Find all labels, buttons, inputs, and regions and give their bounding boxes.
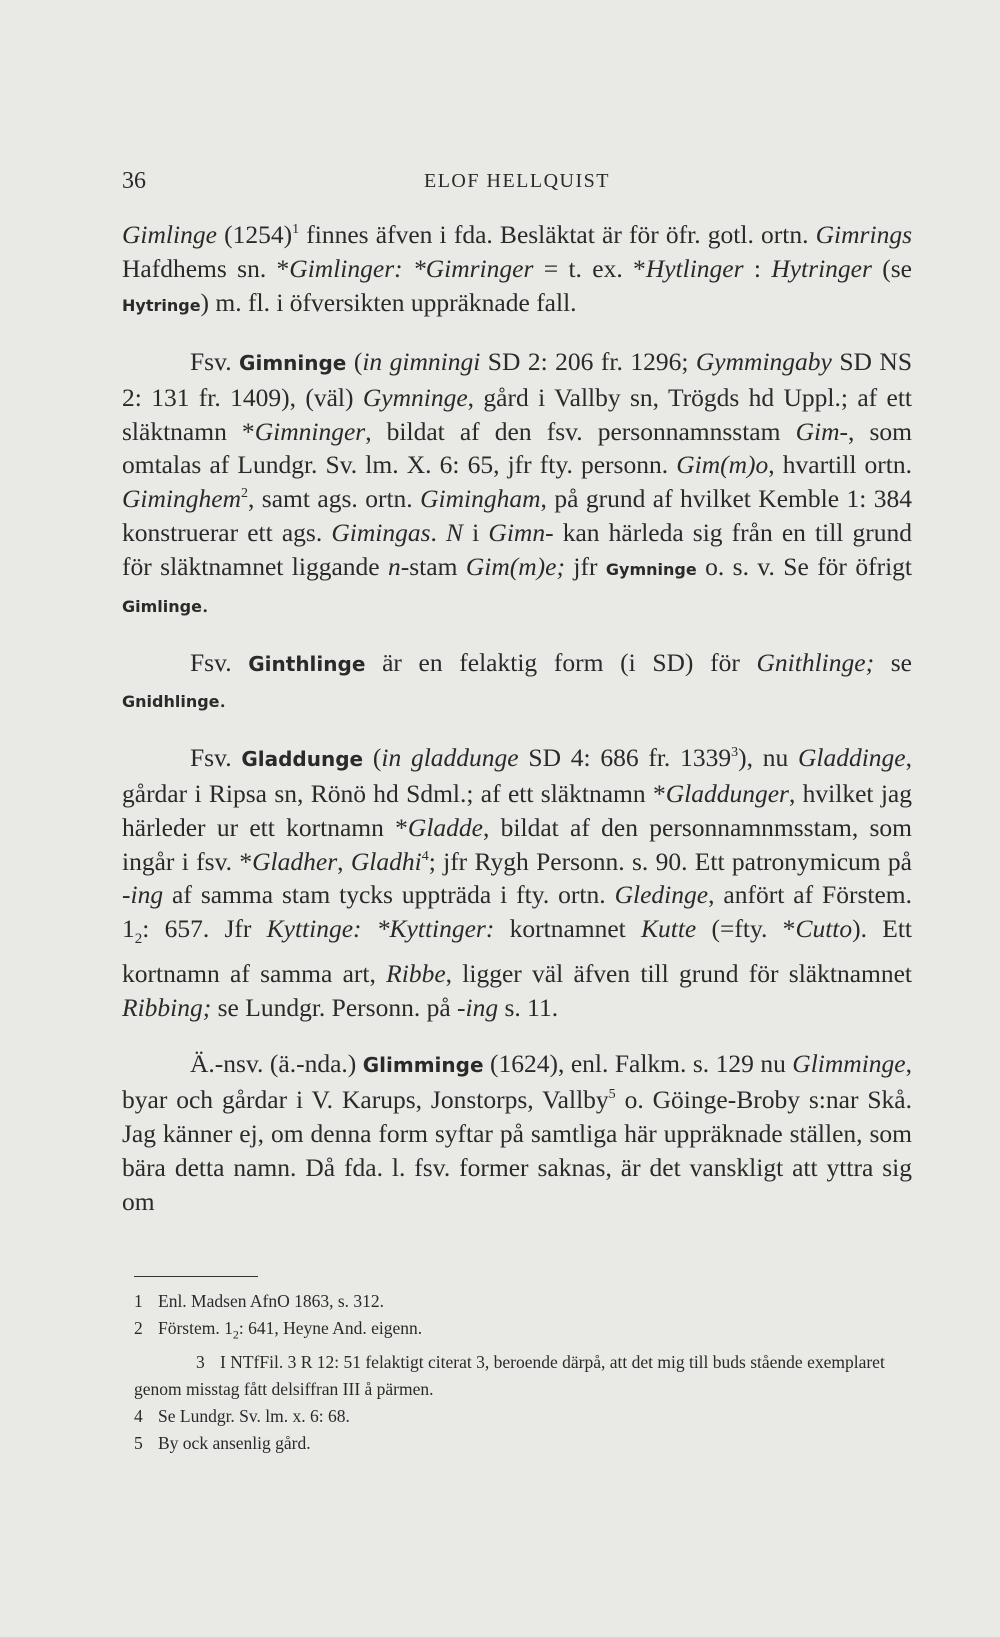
footnote-2 (134, 1315, 914, 1349)
text: jfr (564, 552, 606, 582)
entry-glimminge (122, 1047, 912, 1219)
footnote-number: 3 (196, 1351, 205, 1372)
term: Ribbing; (122, 993, 212, 1023)
text: , bildat af den personnamnmsstam, som ingår i fsv. * (122, 812, 912, 876)
text: , gård i Vallby sn, Trögds hd Uppl.; af ett släktnamn * (122, 382, 913, 446)
subscript: 2 (134, 931, 143, 948)
term: Gim(m)e; (465, 552, 565, 582)
footnote-number: 4 (134, 1405, 143, 1426)
subscript: 2 (232, 1327, 239, 1342)
entry-gladdunge (122, 741, 912, 1025)
term: Ribbe (386, 959, 446, 989)
text: , på grund af hvilket Kemble 1: 384 konstruerar ett ags. (122, 484, 912, 548)
term: N (446, 518, 464, 548)
term: Kutte (641, 914, 697, 944)
text: , (337, 846, 351, 876)
text: Fsv. (190, 647, 249, 677)
footnote-4 (134, 1403, 914, 1430)
text: (1624), enl. Falkm. s. 129 nu (483, 1049, 793, 1079)
footnote-5 (134, 1430, 914, 1457)
page-number: 36 (122, 168, 146, 194)
footnote-ref: 4 (421, 848, 429, 864)
text: , bildat af den fsv. personnamnsstam (365, 416, 796, 446)
text: finnes äfven i fda. Besläktat är för öfr. gotl. ortn. (299, 220, 816, 249)
paragraph-gimlinge (122, 218, 912, 323)
text: : (743, 253, 772, 283)
term: Gimrings (815, 220, 912, 249)
main-text (122, 218, 912, 1219)
text: ) m. fl. i öfversikten uppräknade fall. (200, 287, 577, 317)
text: Ä.-nsv. (ä.-nda.) (190, 1049, 363, 1079)
footnote-number: 5 (134, 1432, 143, 1453)
footnote-ref: 3 (731, 744, 739, 760)
page-header (122, 168, 912, 202)
cross-reference: Gymninge (605, 560, 697, 580)
text: s. 11. (498, 993, 559, 1023)
running-title: ELOF HELLQUIST (424, 170, 610, 192)
footnote-number: 1 (134, 1291, 143, 1311)
text: . (219, 683, 226, 713)
text: , byar och gårdar i V. Karups, Jonstorps, Vallby (122, 1049, 912, 1115)
text: , samt ags. ortn. (247, 484, 421, 514)
footnote-text: Förstem. 1 (158, 1318, 233, 1338)
term: Gimlinger: *Gimringer (289, 253, 534, 283)
text: kortnamnet (494, 914, 641, 944)
cross-reference: Gnidhlinge (122, 691, 220, 711)
text: SD NS 2: 131 fr. 1409), (väl) (122, 346, 912, 412)
text: o. s. v. Se för öfrigt (696, 552, 912, 582)
term: in gladdunge (381, 742, 519, 772)
term: Gladde (407, 812, 483, 842)
term: Gimn- (488, 518, 554, 548)
text: se (874, 647, 912, 677)
term: Gladhi (350, 846, 422, 876)
text: (se (871, 253, 912, 283)
text: , gårdar i Ripsa sn, Rönö hd Sdml.; af ett släktnamn * (122, 742, 912, 808)
text: se Lundgr. Personn. på (211, 993, 458, 1023)
term: Glimminge (792, 1049, 906, 1079)
footnote-3 (134, 1349, 914, 1403)
term: Kyttinge: *Kyttinger: (266, 914, 495, 944)
text: Fsv. (190, 346, 240, 376)
text: . (430, 518, 447, 548)
term: Gladdunger (665, 778, 789, 808)
text: . (201, 589, 209, 619)
cross-reference: Hytringe (122, 295, 201, 315)
text: SD 2: 206 fr. 1296; (480, 346, 696, 376)
term: -ing (122, 880, 164, 910)
text: Hafdhems sn. * (122, 253, 290, 283)
term: Gimninger (254, 416, 366, 446)
term: Hytringer (771, 253, 872, 283)
term: n (388, 552, 401, 582)
term: Gladdinge (797, 742, 906, 772)
footnote-number: 2 (134, 1318, 143, 1338)
text: kan härleda sig från en till grund för släktnamnet liggande (122, 518, 913, 582)
footnote-ref: 5 (608, 1087, 616, 1103)
headword: Gladdunge (241, 746, 364, 771)
term: -ing (457, 993, 499, 1023)
text: ; jfr Rygh Personn. s. 90. Ett patronymicum på (428, 846, 912, 876)
term: Gladher (252, 846, 338, 876)
text: (=fty. * (696, 914, 796, 944)
text: af samma stam tycks uppträda i fty. ortn. (163, 880, 615, 910)
term: Gymninge (362, 382, 468, 412)
text: , hvilket jag härleder ur ett kortnamn * (122, 778, 912, 842)
footnote-ref: 2 (240, 486, 248, 502)
term: Gim- (795, 416, 848, 446)
text: : 657. Jfr (142, 914, 267, 944)
term: Hytlinger (645, 253, 744, 283)
text: o. Göinge-Broby s:nar Skå. Jag känner ej, om denna form syftar på samtliga här uppräknade ställen, som bära detta namn. Då fda. l. fsv. former saknas, är det vanskligt att yttra sig om (122, 1085, 912, 1216)
headword: Glimminge (362, 1053, 484, 1078)
term: Giminghem (122, 484, 241, 514)
footnote-1 (134, 1288, 914, 1315)
text: , anfört af Förstem. 1 (122, 880, 913, 944)
term: Gimingham (420, 484, 541, 514)
entry-ginthlinge (122, 646, 912, 719)
term: Gnithlinge; (756, 647, 875, 677)
term: Gimlinge (122, 220, 217, 249)
text: Fsv. (190, 742, 242, 772)
text: ( (363, 742, 382, 772)
text: , som omtalas af Lundgr. Sv. lm. X. 6: 65, jfr fty. personn. (122, 416, 912, 480)
footnote-text: : 641, Heyne And. eigenn. (238, 1318, 423, 1338)
text: -stam (400, 552, 466, 582)
footnote-text: By ock ansenlig gård. (158, 1432, 311, 1453)
footnote-text: Enl. Madsen AfnO 1863, s. 312. (158, 1291, 385, 1311)
term: Gimingas (331, 518, 431, 548)
text: i (463, 518, 489, 548)
text: SD 4: 686 fr. 1339 (518, 742, 732, 772)
term: Gymmingaby (695, 346, 832, 376)
footnote-divider (134, 1276, 258, 1277)
text: är en felaktig form (i SD) för (365, 647, 757, 677)
text: = t. ex. * (533, 253, 646, 283)
text: (1254) (216, 220, 293, 249)
term: Gim(m)o (676, 450, 769, 480)
text: , hvartill ortn. (768, 450, 913, 480)
footnotes (134, 1288, 914, 1457)
footnote-text: I NTfFil. 3 R 12: 51 felaktigt citerat 3, beroende därpå, att det mig till buds stående exemplaret genom misstag fått delsiffran III å pärmen. (134, 1351, 885, 1399)
headword: Ginthlinge (248, 651, 366, 676)
footnote-ref: 1 (292, 222, 300, 237)
text: ). Ett kortnamn af samma art, (122, 914, 912, 989)
text: ), nu (738, 742, 798, 772)
term: Gledinge (614, 880, 709, 910)
term: in gimningi (362, 346, 481, 376)
entry-gimninge (122, 345, 912, 624)
footnote-text: Se Lundgr. Sv. lm. x. 6: 68. (158, 1405, 350, 1426)
cross-reference: Gimlinge (122, 597, 202, 617)
term: Cutto (795, 914, 853, 944)
headword: Gimninge (239, 350, 347, 375)
text: ( (346, 346, 363, 376)
text: , ligger väl äfven till grund för släktnamnet (445, 959, 912, 989)
